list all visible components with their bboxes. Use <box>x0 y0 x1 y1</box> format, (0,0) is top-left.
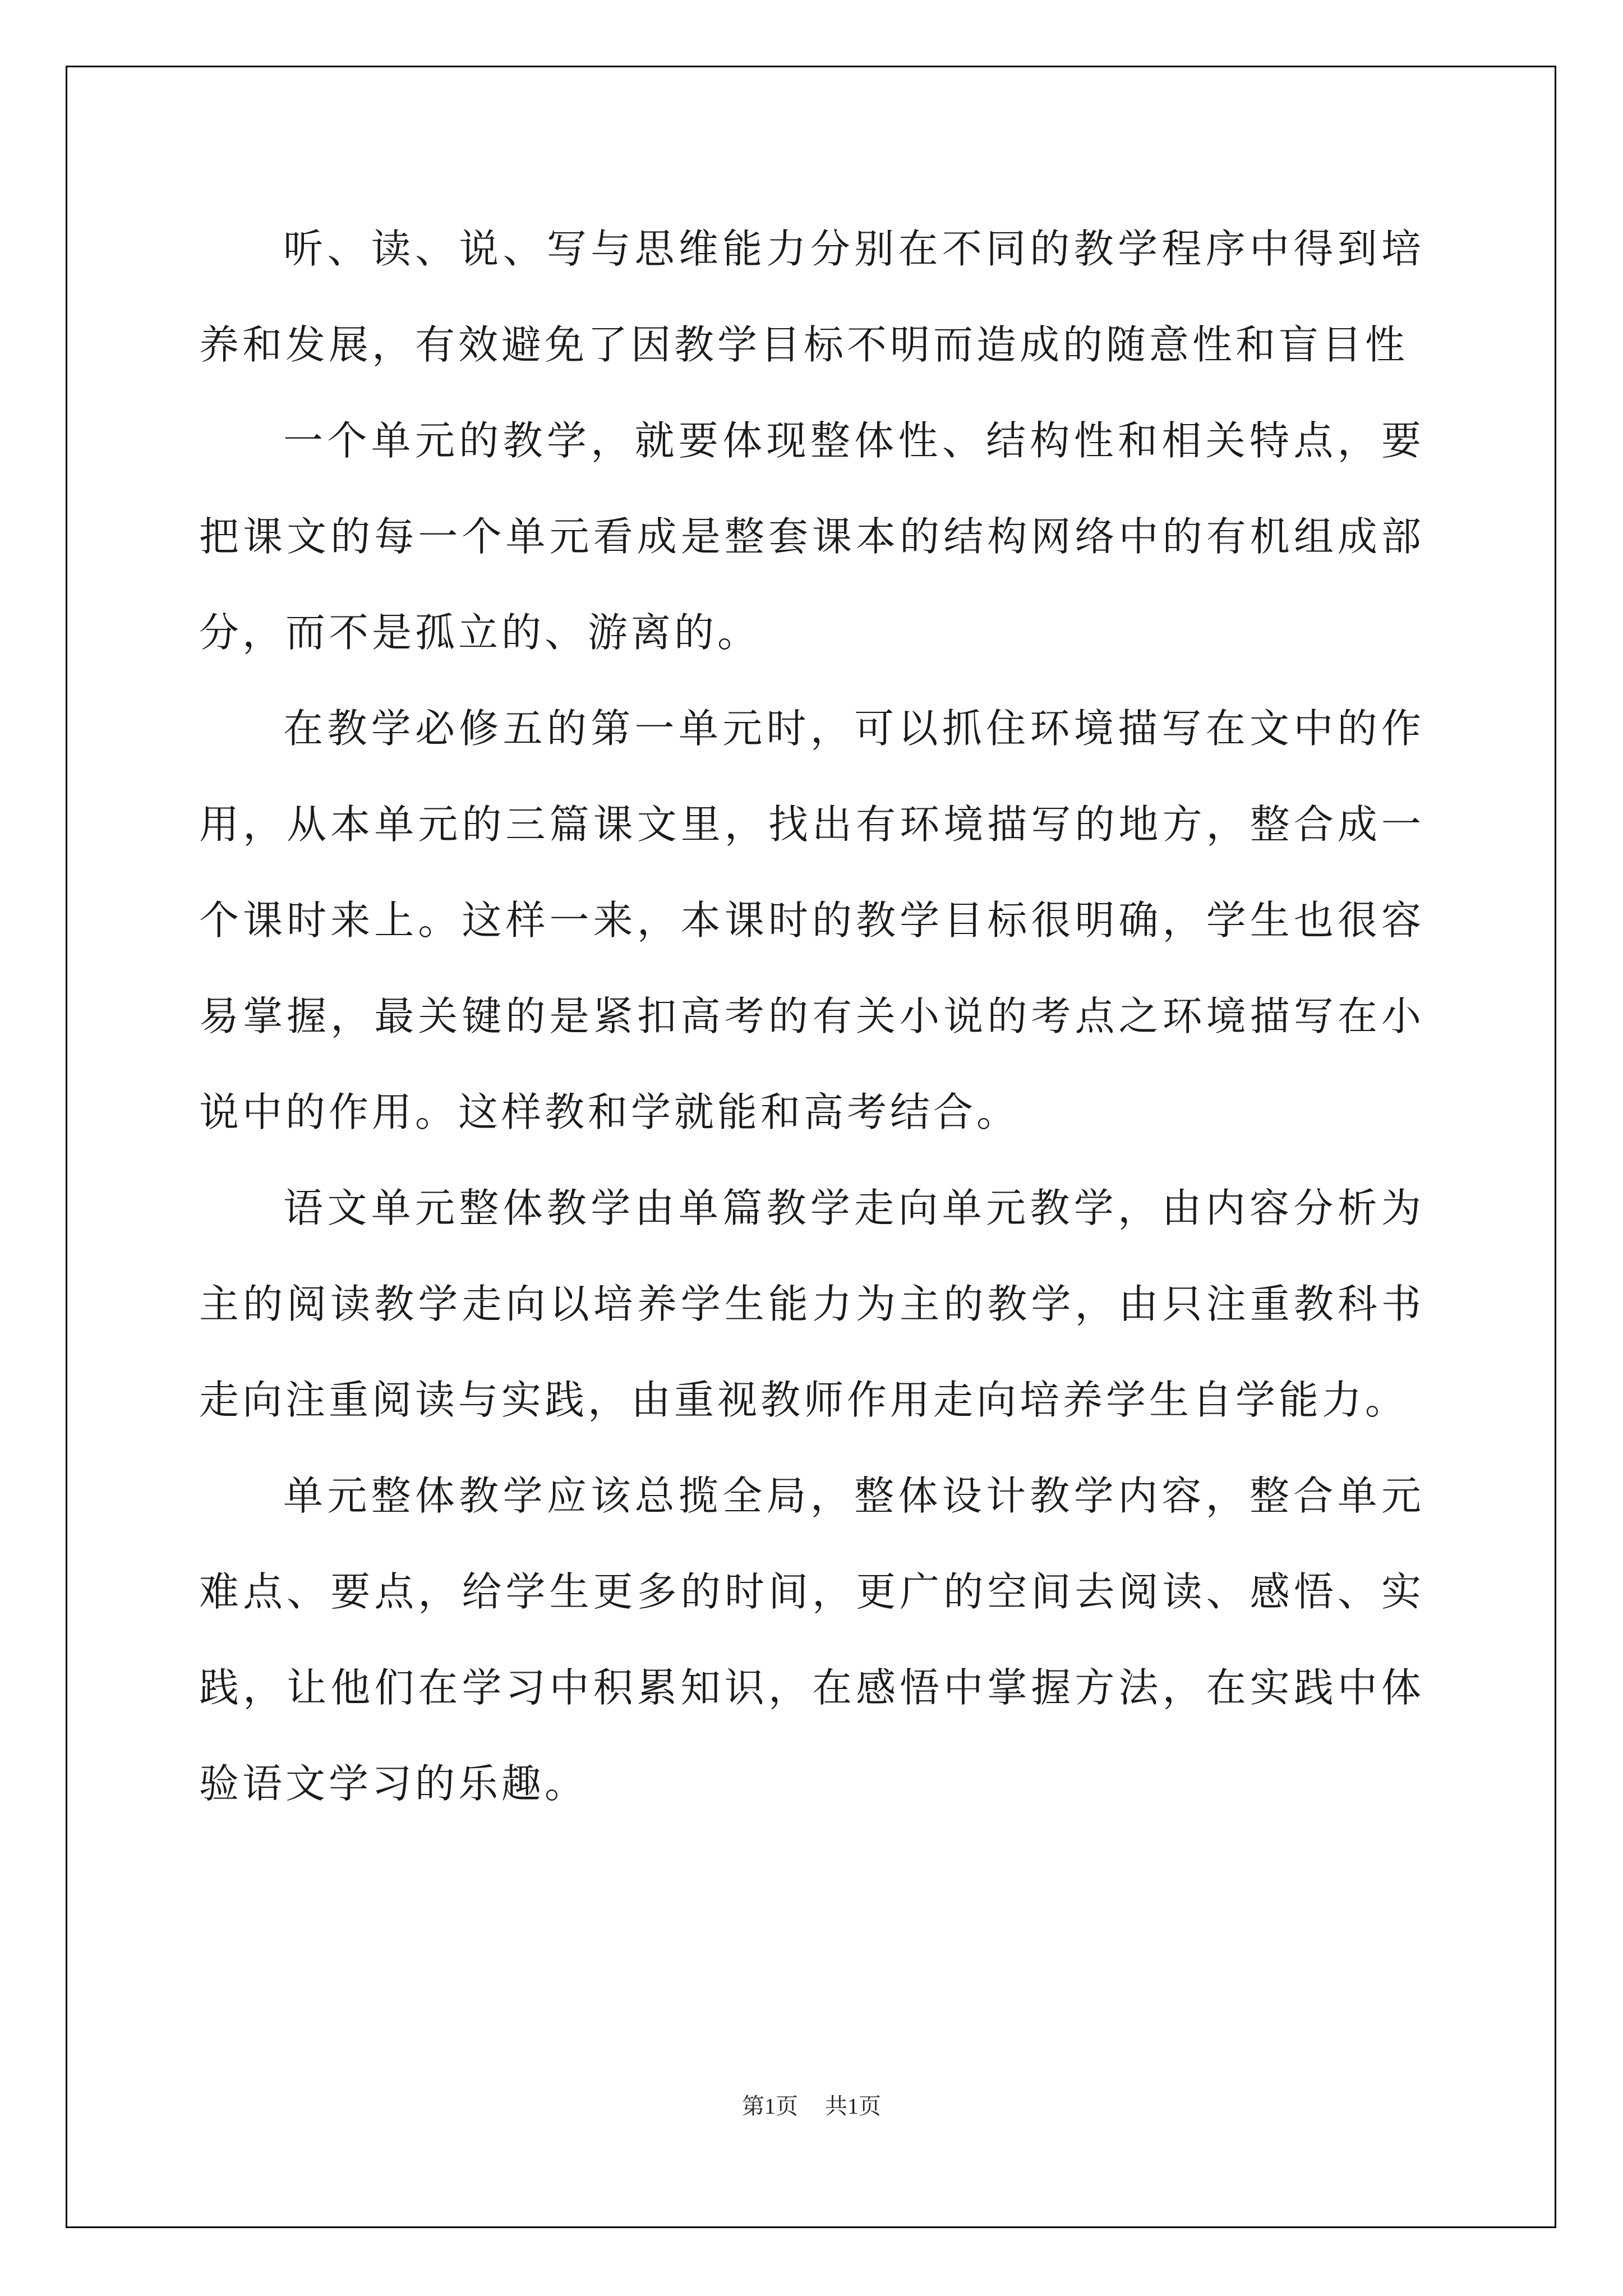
page-number-total: 共1页 <box>825 2093 881 2119</box>
paragraph-1: 听、读、说、写与思维能力分别在不同的教学程序中得到培养和发展，有效避免了因教学目标不明而造成的随意性和盲目性 <box>199 226 1424 368</box>
paragraph-4: 语文单元整体教学由单篇教学走向单元教学，由内容分析为主的阅读教学走向以培养学生能力为主的教学，由只注重教科书走向注重阅读与实践，由重视教师作用走向培养学生自学能力。 <box>199 1185 1424 1423</box>
page-number-current: 第1页 <box>742 2093 798 2119</box>
paragraph-3: 在教学必修五的第一单元时，可以抓住环境描写在文中的作用，从本单元的三篇课文里，找出有环境描写的地方，整合成一个课时来上。这样一来，本课时的教学目标很明确，学生也很容易掌握，最关键的是紧扣高考的有关小说的考点之环境描写在小说中的作用。这样教和学就能和高考结合。 <box>199 705 1424 1135</box>
paragraph-2: 一个单元的教学，就要体现整体性、结构性和相关特点，要把课文的每一个单元看成是整套课本的结构网络中的有机组成部分，而不是孤立的、游离的。 <box>199 417 1424 656</box>
document-body <box>199 201 1424 1832</box>
paragraph-5: 单元整体教学应该总揽全局，整体设计教学内容，整合单元难点、要点，给学生更多的时间，更广的空间去阅读、感悟、实践，让他们在学习中积累知识，在感悟中掌握方法，在实践中体验语文学习的乐趣。 <box>199 1473 1424 1807</box>
page-footer <box>0 2090 1623 2123</box>
